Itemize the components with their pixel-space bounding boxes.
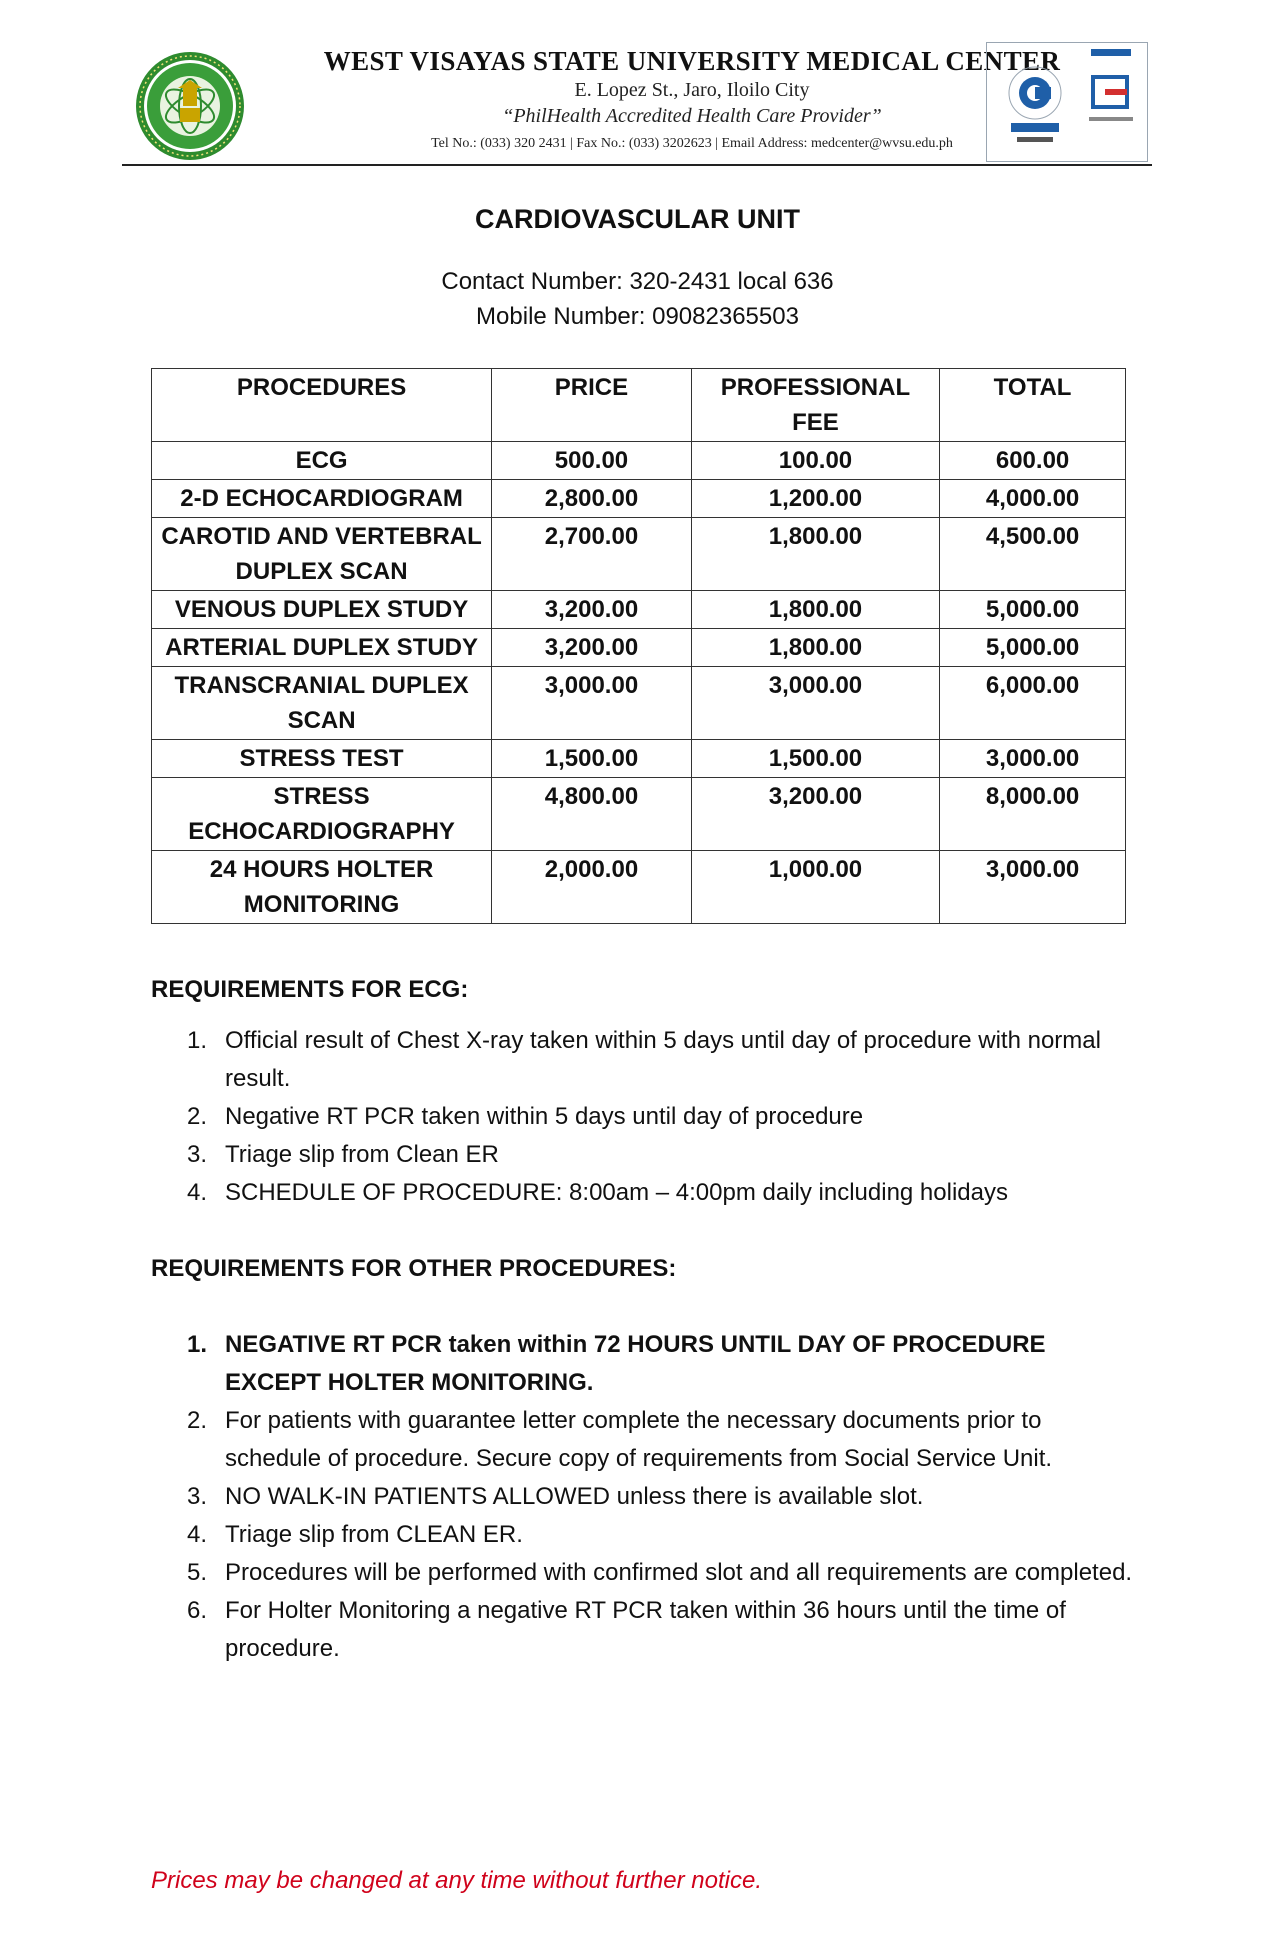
table-row: [152, 740, 1126, 778]
table-row: [152, 591, 1126, 629]
table-row: [152, 480, 1126, 518]
letterhead-divider: [122, 164, 1152, 166]
total-cell: 5,000.00: [940, 591, 1126, 629]
professional-fee-cell: 100.00: [691, 442, 939, 480]
procedure-cell: 2-D ECHOCARDIOGRAM: [152, 480, 492, 518]
req-ecg-list: [151, 1022, 1141, 1212]
total-cell: 8,000.00: [940, 778, 1126, 851]
table-row: [152, 518, 1126, 591]
professional-fee-cell: 1,500.00: [691, 740, 939, 778]
list-item: 2. Negative RT PCR taken within 5 days until day of procedure: [187, 1103, 864, 1130]
price-cell: 1,500.00: [492, 740, 692, 778]
certification-logos-icon: [987, 43, 1147, 161]
procedure-cell: 24 HOURS HOLTER MONITORING: [152, 851, 492, 924]
table-row: [152, 851, 1126, 924]
list-item-text: Triage slip from CLEAN ER.: [225, 1521, 523, 1548]
procedure-cell: VENOUS DUPLEX STUDY: [152, 591, 492, 629]
list-item-text: Negative RT PCR taken within 5 days until day of procedure: [225, 1103, 864, 1130]
table-row: [152, 629, 1126, 667]
list-item-text: SCHEDULE OF PROCEDURE: 8:00am – 4:00pm daily including holidays: [225, 1179, 1008, 1206]
list-item-text: Official result of Chest X-ray taken within 5 days until day of procedure with normal result.: [225, 1027, 1101, 1092]
unit-title: CARDIOVASCULAR UNIT: [475, 204, 800, 234]
list-item-text: Triage slip from Clean ER: [225, 1141, 499, 1168]
price-table: [151, 368, 1126, 924]
list-item: 1. Official result of Chest X-ray taken within 5 days until day of procedure with normal result.: [187, 1027, 1101, 1092]
procedure-cell: STRESS ECHOCARDIOGRAPHY: [152, 778, 492, 851]
req-other-heading: REQUIREMENTS FOR OTHER PROCEDURES:: [151, 1255, 677, 1282]
list-item: 4. Triage slip from CLEAN ER.: [187, 1521, 523, 1548]
professional-fee-cell: 3,200.00: [691, 778, 939, 851]
price-cell: 3,000.00: [492, 667, 692, 740]
table-header-row: [152, 369, 1126, 442]
procedure-cell: ARTERIAL DUPLEX STUDY: [152, 629, 492, 667]
procedure-cell: CAROTID AND VERTEBRAL DUPLEX SCAN: [152, 518, 492, 591]
price-cell: 2,800.00: [492, 480, 692, 518]
list-item: 6. For Holter Monitoring a negative RT PCR taken within 36 hours until the time of procedure.: [187, 1597, 1066, 1662]
professional-fee-cell: 1,800.00: [691, 629, 939, 667]
list-item: 2. For patients with guarantee letter complete the necessary documents prior to schedule of procedure. Secure copy of requirements from Social Service Unit.: [187, 1407, 1053, 1472]
institution-name: WEST VISAYAS STATE UNIVERSITY MEDICAL CENTER: [323, 46, 1061, 76]
price-cell: 2,000.00: [492, 851, 692, 924]
list-item: 3. NO WALK-IN PATIENTS ALLOWED unless there is available slot.: [187, 1483, 924, 1510]
list-item: 4. SCHEDULE OF PROCEDURE: 8:00am – 4:00pm daily including holidays: [187, 1179, 1008, 1206]
header-procedures: PROCEDURES: [152, 369, 492, 442]
total-cell: 4,000.00: [940, 480, 1126, 518]
table-row: [152, 778, 1126, 851]
list-item-text: For Holter Monitoring a negative RT PCR taken within 36 hours until the time of procedure.: [225, 1597, 1066, 1662]
university-seal-icon: [134, 50, 246, 162]
professional-fee-cell: 3,000.00: [691, 667, 939, 740]
req-other-list: [151, 1326, 1141, 1668]
header-price: PRICE: [492, 369, 692, 442]
institution-address: E. Lopez St., Jaro, Iloilo City: [574, 79, 810, 101]
procedure-cell: ECG: [152, 442, 492, 480]
professional-fee-cell: 1,800.00: [691, 591, 939, 629]
procedure-cell: STRESS TEST: [152, 740, 492, 778]
total-cell: 5,000.00: [940, 629, 1126, 667]
total-cell: 600.00: [940, 442, 1126, 480]
price-disclaimer: Prices may be changed at any time without further notice.: [151, 1867, 762, 1894]
total-cell: 4,500.00: [940, 518, 1126, 591]
total-cell: 3,000.00: [940, 851, 1126, 924]
letterhead: [122, 42, 1152, 166]
total-cell: 6,000.00: [940, 667, 1126, 740]
total-cell: 3,000.00: [940, 740, 1126, 778]
institution-contact: Tel No.: (033) 320 2431 | Fax No.: (033) 3202623 | Email Address: medcenter@wvsu.edu.ph: [431, 136, 953, 151]
price-cell: 3,200.00: [492, 591, 692, 629]
price-cell: 2,700.00: [492, 518, 692, 591]
contact-number: Contact Number: 320-2431 local 636: [441, 268, 834, 295]
header-professional-fee: PROFESSIONAL FEE: [691, 369, 939, 442]
list-item: 5. Procedures will be performed with confirmed slot and all requirements are completed.: [187, 1559, 1133, 1586]
header-total: TOTAL: [940, 369, 1126, 442]
list-item: 3. Triage slip from Clean ER: [187, 1141, 499, 1168]
professional-fee-cell: 1,000.00: [691, 851, 939, 924]
price-cell: 500.00: [492, 442, 692, 480]
mobile-number: Mobile Number: 09082365503: [476, 303, 799, 330]
price-cell: 4,800.00: [492, 778, 692, 851]
list-item-text: NEGATIVE RT PCR taken within 72 HOURS UNTIL DAY OF PROCEDURE EXCEPT HOLTER MONITORING.: [225, 1331, 1046, 1396]
list-item-text: For patients with guarantee letter complete the necessary documents prior to schedule of procedure. Secure copy of requirements from Social Service Unit.: [225, 1407, 1053, 1472]
price-cell: 3,200.00: [492, 629, 692, 667]
professional-fee-cell: 1,200.00: [691, 480, 939, 518]
certification-box: [986, 42, 1148, 162]
procedure-cell: TRANSCRANIAL DUPLEX SCAN: [152, 667, 492, 740]
list-item-text: Procedures will be performed with confirmed slot and all requirements are completed.: [225, 1559, 1133, 1586]
list-item-text: NO WALK-IN PATIENTS ALLOWED unless there is available slot.: [225, 1483, 924, 1510]
list-item: 1. NEGATIVE RT PCR taken within 72 HOURS UNTIL DAY OF PROCEDURE EXCEPT HOLTER MONITORING.: [187, 1331, 1046, 1396]
req-ecg-heading: REQUIREMENTS FOR ECG:: [151, 976, 469, 1003]
institution-tagline: “PhilHealth Accredited Health Care Provider”: [502, 105, 882, 127]
table-row: [152, 667, 1126, 740]
contact-block: [0, 264, 1275, 334]
table-row: [152, 442, 1126, 480]
professional-fee-cell: 1,800.00: [691, 518, 939, 591]
